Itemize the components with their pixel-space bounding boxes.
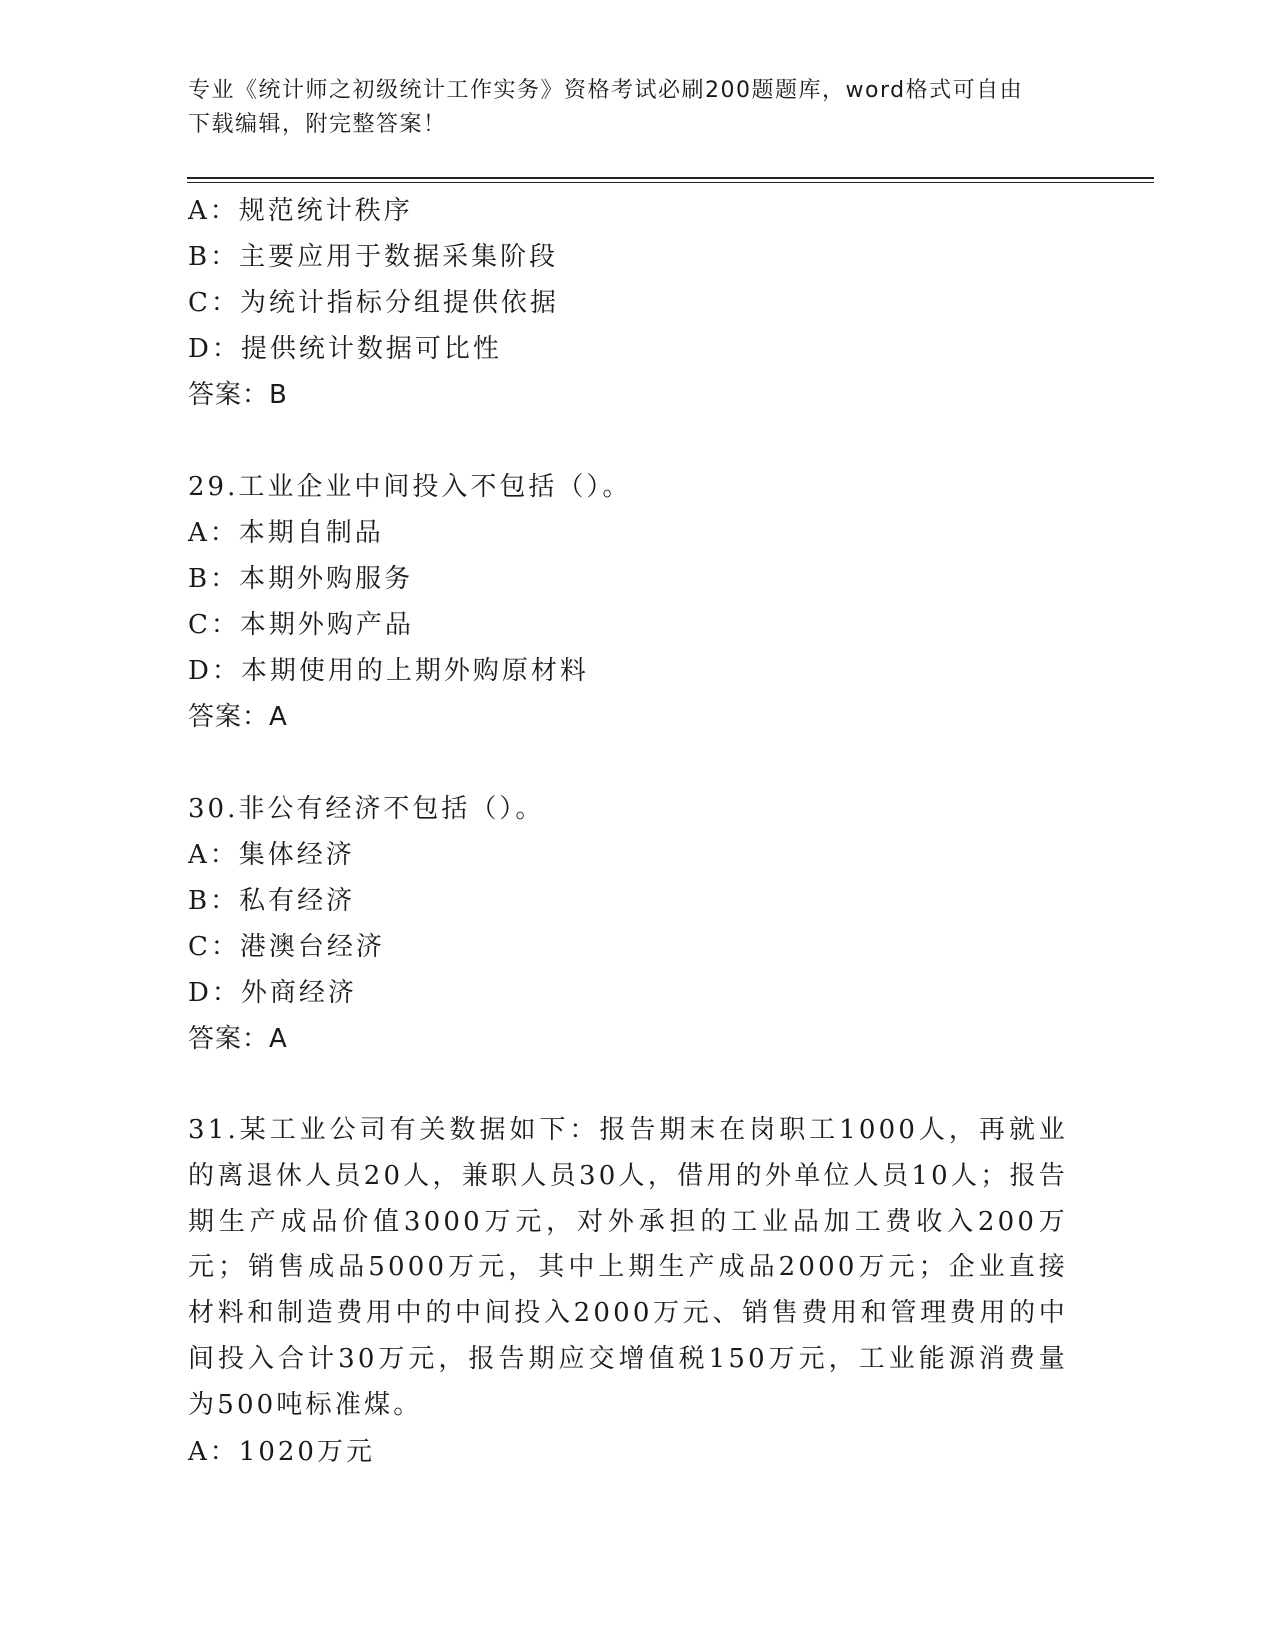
answer-line: 答案：A bbox=[188, 702, 288, 732]
question-text: 30.非公有经济不包括（）。 bbox=[188, 794, 545, 824]
document-header bbox=[188, 74, 1068, 142]
question-text: 31.某工业公司有关数据如下：报告期末在岗职工1000人，再就业的离退休人员20人，兼职人员30人，借用的外单位人员10人；报告期生产成品价值3000万元，对外承担的工业品加工费收入200万元；销售成品5000万元，其中上期生产成品2000万元；企业直接材料和制造费用中的中间投入2000万元、销售费用和管理费用的中间投入合计30万元，报告期应交增值税150万元，工业能源消费量为500吨标准煤。 bbox=[188, 1115, 1068, 1420]
option-a: A：规范统计秩序 bbox=[188, 196, 413, 226]
header-divider-thin bbox=[187, 182, 1154, 183]
option-b: B：私有经济 bbox=[188, 886, 356, 916]
document-body bbox=[188, 188, 1068, 1475]
option-d: D：外商经济 bbox=[188, 978, 357, 1008]
header-divider-thick bbox=[187, 177, 1154, 179]
question-text: 29.工业企业中间投入不包括（）。 bbox=[188, 472, 632, 502]
option-d: D：本期使用的上期外购原材料 bbox=[188, 656, 589, 686]
option-b: B：本期外购服务 bbox=[188, 564, 414, 594]
option-c: C：为统计指标分组提供依据 bbox=[188, 288, 559, 318]
option-c: C：本期外购产品 bbox=[188, 610, 414, 640]
option-d: D：提供统计数据可比性 bbox=[188, 334, 502, 364]
header-line-1: 专业《统计师之初级统计工作实务》资格考试必刷200题题库，word格式可自由 bbox=[188, 78, 1024, 103]
question-29-block bbox=[188, 464, 1068, 740]
answer-line: 答案：B bbox=[188, 380, 288, 410]
question-28-block bbox=[188, 188, 1068, 418]
answer-line: 答案：A bbox=[188, 1024, 288, 1054]
option-a: A：本期自制品 bbox=[188, 518, 384, 548]
option-a: A：集体经济 bbox=[188, 840, 355, 870]
option-c: C：港澳台经济 bbox=[188, 932, 385, 962]
question-31-block bbox=[188, 1108, 1068, 1475]
question-30-block bbox=[188, 786, 1068, 1062]
header-line-2: 下载编辑，附完整答案！ bbox=[188, 112, 447, 137]
option-b: B：主要应用于数据采集阶段 bbox=[188, 242, 559, 272]
option-a: A：1020万元 bbox=[188, 1436, 375, 1467]
